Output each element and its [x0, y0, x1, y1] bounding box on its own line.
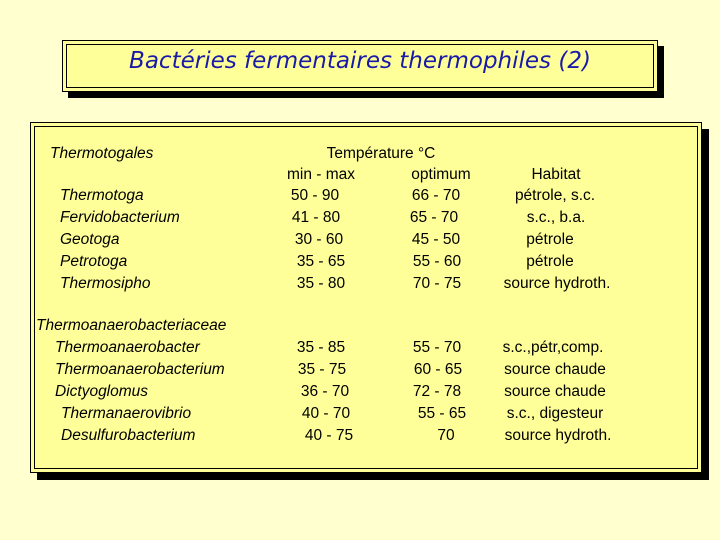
group-name-thermotogales: Thermotogales [50, 145, 154, 162]
temp-optimum: 45 - 50 [411, 231, 461, 248]
organism-name: Thermotoga [60, 187, 144, 204]
organism-name: Thermoanaerobacter [55, 339, 200, 356]
organism-name: Thermanaerovibrio [61, 405, 192, 422]
habitat-value: source chaude [504, 383, 606, 400]
temp-min-max: 40 - 75 [304, 427, 354, 444]
temp-optimum: 66 - 70 [411, 187, 461, 204]
temp-min-max: 40 - 70 [301, 405, 351, 422]
habitat-value: s.c., digesteur [506, 405, 604, 422]
temp-optimum: 65 - 70 [409, 209, 459, 226]
title-box [62, 40, 658, 92]
temp-optimum: 70 - 75 [412, 275, 462, 292]
habitat-value: pétrole, s.c. [514, 187, 596, 204]
temp-optimum: 60 - 65 [413, 361, 463, 378]
organism-name: Thermosipho [60, 275, 151, 292]
header-temperature: Température °C [326, 145, 436, 162]
organism-name: Fervidobacterium [60, 209, 180, 226]
habitat-value: source chaude [504, 361, 606, 378]
habitat-value: s.c., b.a. [526, 209, 586, 226]
organism-name: Thermoanaerobacterium [55, 361, 225, 378]
temp-optimum: 55 - 70 [412, 339, 462, 356]
temp-optimum: 70 [437, 427, 455, 444]
habitat-value: pétrole [526, 253, 574, 270]
organism-name: Dictyoglomus [55, 383, 149, 400]
habitat-value: s.c.,pétr,comp. [502, 339, 604, 356]
temp-optimum: 55 - 65 [417, 405, 467, 422]
temp-min-max: 35 - 65 [296, 253, 346, 270]
temp-min-max: 35 - 85 [296, 339, 346, 356]
header-min-max: min - max [286, 166, 356, 183]
temp-optimum: 55 - 60 [412, 253, 462, 270]
organism-name: Desulfurobacterium [61, 427, 196, 444]
temp-min-max: 30 - 60 [294, 231, 344, 248]
temp-min-max: 35 - 80 [296, 275, 346, 292]
temp-min-max: 36 - 70 [300, 383, 350, 400]
organism-name: Petrotoga [60, 253, 128, 270]
header-habitat: Habitat [531, 166, 581, 183]
header-optimum: optimum [411, 166, 471, 183]
temp-min-max: 35 - 75 [297, 361, 347, 378]
temp-optimum: 72 - 78 [412, 383, 462, 400]
group-name-thermoanaerobacteriaceae: Thermoanaerobacteriaceae [36, 317, 227, 334]
temp-min-max: 41 - 80 [291, 209, 341, 226]
habitat-value: source hydroth. [504, 427, 612, 444]
temp-min-max: 50 - 90 [290, 187, 340, 204]
page-title: Bactéries fermentaires thermophiles (2) [129, 48, 591, 74]
organism-name: Geotoga [60, 231, 120, 248]
habitat-value: source hydroth. [503, 275, 611, 292]
habitat-value: pétrole [526, 231, 574, 248]
